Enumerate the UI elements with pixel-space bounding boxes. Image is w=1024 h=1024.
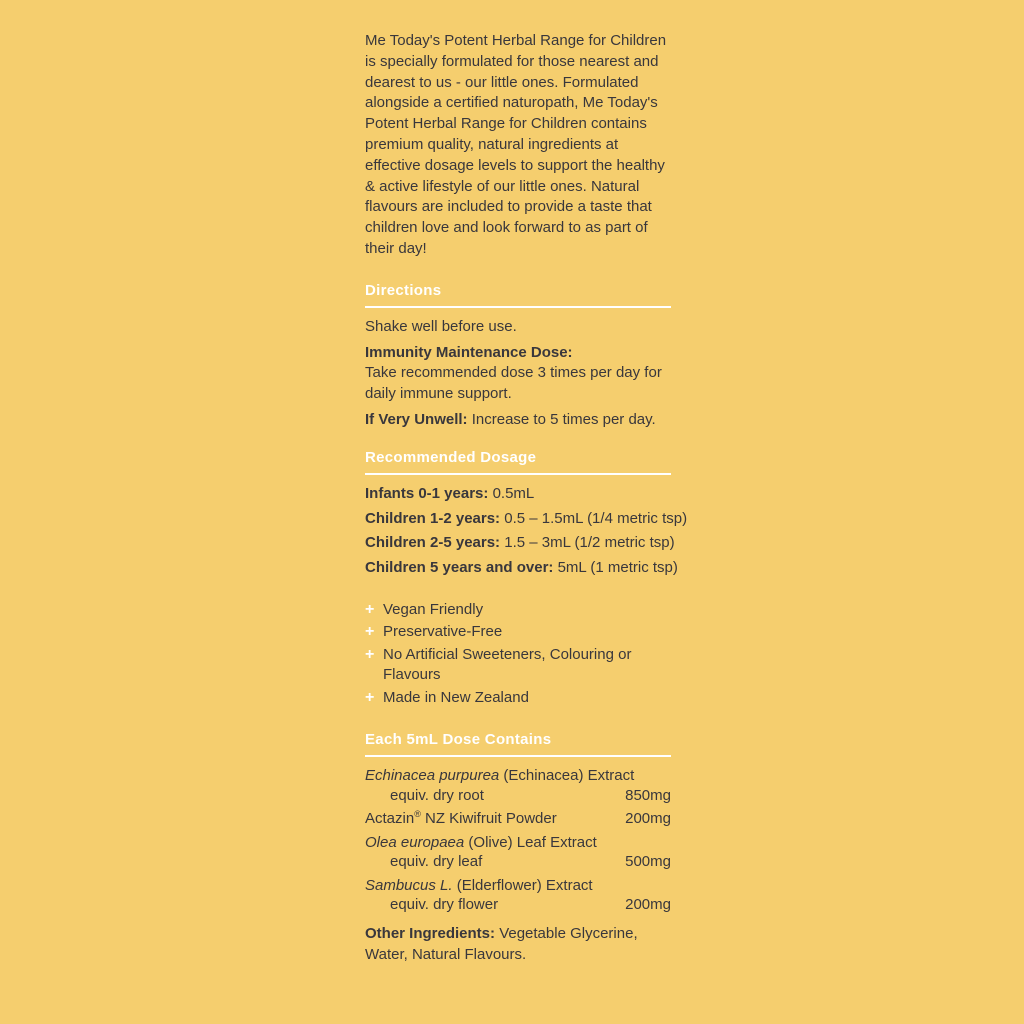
- dosage-value: 5mL (1 metric tsp): [557, 559, 678, 577]
- immunity-maintenance-text: Take recommended dose 3 times per day for daily immune support.: [365, 364, 662, 403]
- if-very-unwell-text: Increase to 5 times per day.: [471, 410, 656, 428]
- ingredient-name: [365, 833, 671, 853]
- ingredient-name-rest: (Elderflower) Extract: [452, 876, 593, 894]
- directions-section: [365, 283, 671, 431]
- plus-icon: +: [365, 623, 375, 641]
- dosage-value: 0.5mL: [492, 484, 535, 502]
- ingredient-amount: 200mg: [625, 810, 671, 828]
- dosage-row: [365, 509, 688, 530]
- feature-item: [365, 688, 671, 709]
- dosage-row: [365, 484, 671, 505]
- ingredient-row: [365, 766, 671, 805]
- feature-label: No Artificial Sweeteners, Colouring or Flavours: [383, 645, 632, 684]
- registered-trademark-icon: ®: [414, 809, 421, 820]
- ingredient-name-rest: (Olive) Leaf Extract: [464, 833, 597, 851]
- ingredient-amount: 200mg: [625, 896, 671, 914]
- immunity-maintenance-dose: [365, 343, 671, 405]
- recommended-dosage-section: [365, 448, 688, 579]
- ingredient-amount: 850mg: [625, 786, 671, 804]
- feature-label: Made in New Zealand: [383, 688, 529, 706]
- ingredient-amount: 500mg: [625, 853, 671, 871]
- dose-contents-section: [365, 732, 671, 915]
- ingredient-name: [365, 766, 671, 786]
- if-very-unwell-label: If Very Unwell:: [365, 410, 468, 428]
- intro-paragraph: Me Today's Potent Herbal Range for Children is specially formulated for those nearest and dearest to us - our little ones. Formulated alongside a certified naturopath, Me Today's Potent Herbal Range for Children contains premium quality, natural ingredients at effective dosage levels to support the healthy & active lifestyle of our little ones. Natural flavours are included to provide a taste that children love and look forward to as part of their day!: [365, 32, 667, 257]
- dose-contains-heading: Each 5mL Dose Contains: [365, 732, 671, 757]
- directions-heading: Directions: [365, 283, 671, 308]
- dosage-row: [365, 558, 678, 579]
- dosage-value: 0.5 – 1.5mL (1/4 metric tsp): [504, 509, 688, 527]
- plus-icon: +: [365, 645, 375, 663]
- ingredient-equivalence: [365, 786, 671, 806]
- dosage-age-label: Children 5 years and over:: [365, 559, 554, 577]
- plus-icon: +: [365, 688, 375, 706]
- product-label-panel: [365, 31, 688, 966]
- ingredient-latin-name: Sambucus L.: [365, 876, 453, 894]
- ingredient-equivalence: [365, 895, 671, 915]
- ingredient-equiv-text: equiv. dry leaf: [390, 853, 483, 871]
- feature-label: Preservative-Free: [383, 623, 503, 641]
- ingredient-name: [365, 809, 557, 829]
- ingredient-row: [365, 876, 671, 915]
- shake-instruction: Shake well before use.: [365, 317, 517, 335]
- dosage-row: [365, 533, 675, 554]
- dosage-age-label: Infants 0-1 years:: [365, 484, 489, 502]
- ingredient-brand-name: Actazin: [365, 810, 415, 828]
- if-very-unwell-dose: [365, 410, 671, 431]
- ingredient-name-rest: (Echinacea) Extract: [499, 767, 635, 785]
- feature-item: [365, 645, 671, 687]
- ingredient-row: [365, 833, 671, 872]
- plus-icon: +: [365, 600, 375, 618]
- ingredient-latin-name: Echinacea purpurea: [365, 767, 500, 785]
- recommended-dosage-heading: Recommended Dosage: [365, 450, 671, 475]
- ingredient-latin-name: Olea europaea: [365, 833, 465, 851]
- other-ingredients-text: Vegetable Glycerine, Water, Natural Flavours.: [365, 924, 638, 963]
- dosage-age-label: Children 2-5 years:: [365, 534, 501, 552]
- features-list: [365, 600, 671, 708]
- ingredient-equivalence: [365, 852, 671, 872]
- immunity-maintenance-label: Immunity Maintenance Dose:: [365, 343, 573, 361]
- ingredient-name: [365, 876, 671, 896]
- ingredient-equiv-text: equiv. dry root: [390, 786, 484, 804]
- feature-label: Vegan Friendly: [383, 600, 484, 618]
- dosage-age-label: Children 1-2 years:: [365, 509, 501, 527]
- feature-item: [365, 622, 671, 643]
- other-ingredients-label: Other Ingredients:: [365, 924, 496, 942]
- ingredient-name-amount-line: [365, 809, 671, 829]
- ingredient-equiv-text: equiv. dry flower: [390, 896, 499, 914]
- ingredient-name-rest: NZ Kiwifruit Powder: [420, 810, 557, 828]
- dosage-value: 1.5 – 3mL (1/2 metric tsp): [504, 534, 675, 552]
- feature-item: [365, 600, 671, 621]
- other-ingredients: [365, 924, 671, 966]
- ingredient-row: [365, 809, 671, 829]
